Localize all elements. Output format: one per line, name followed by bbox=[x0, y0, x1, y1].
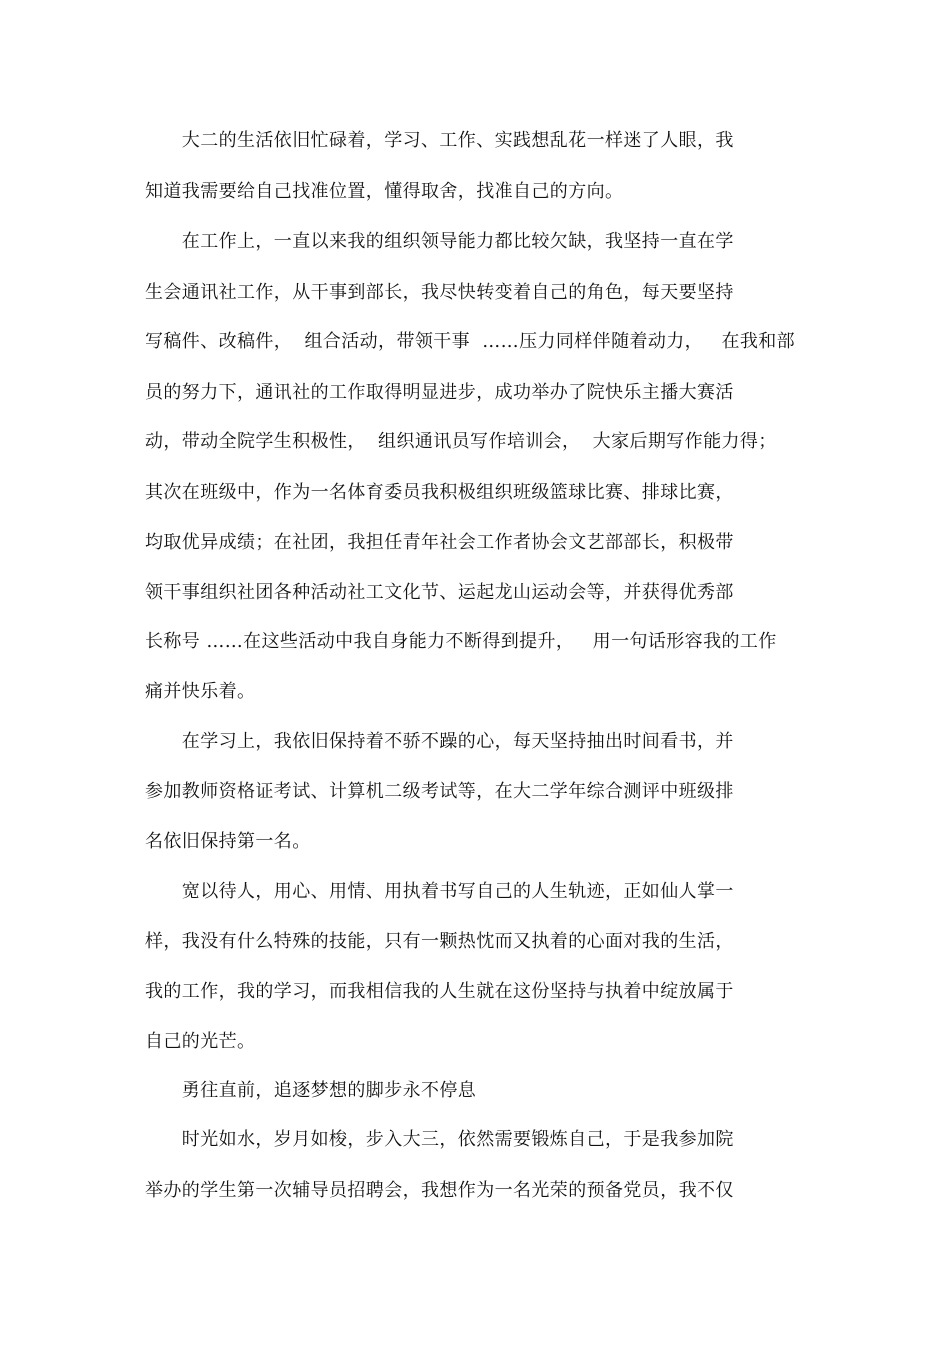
text-line: 生会通讯社工作，从干事到部长，我尽快转变着自己的角色，每天要坚持 bbox=[145, 282, 734, 303]
text-line: 均取优异成绩；在社团，我担任青年社会工作者协会文艺部部长，积极带 bbox=[145, 532, 734, 553]
text-line: 在工作上，一直以来我的组织领导能力都比较欠缺，我坚持一直在学 bbox=[145, 231, 734, 252]
text-line: 员的努力下，通讯社的工作取得明显进步，成功举办了院快乐主播大赛活 bbox=[145, 382, 734, 403]
text-line: 名依旧保持第一名。 bbox=[145, 831, 311, 852]
text-line: 我的工作，我的学习，而我相信我的人生就在这份坚持与执着中绽放属于 bbox=[145, 981, 734, 1002]
text-line: 时光如水，岁月如梭，步入大三，依然需要锻炼自己，于是我参加院 bbox=[145, 1129, 734, 1150]
text-line: 领干事组织社团各种活动社工文化节、运起龙山运动会等，并获得优秀部 bbox=[145, 582, 734, 603]
text-line: 举办的学生第一次辅导员招聘会，我想作为一名光荣的预备党员，我不仅 bbox=[145, 1180, 734, 1201]
text-line: 长称号 ……在这些活动中我自身能力不断得到提升， 用一句话形容我的工作 bbox=[145, 631, 777, 652]
text-line: 样，我没有什么特殊的技能，只有一颗热忱而又执着的心面对我的生活， bbox=[145, 931, 734, 952]
section-heading: 勇往直前，追逐梦想的脚步永不停息 bbox=[145, 1080, 477, 1101]
text-line: 宽以待人，用心、用情、用执着书写自己的人生轨迹，正如仙人掌一 bbox=[145, 881, 734, 902]
text-line: 写稿件、改稿件， 组合活动，带领干事 ……压力同样伴随着动力， 在我和部 bbox=[145, 331, 796, 352]
text-line: 大二的生活依旧忙碌着，学习、工作、实践想乱花一样迷了人眼，我 bbox=[145, 130, 734, 151]
text-line: 痛并快乐着。 bbox=[145, 681, 256, 702]
text-line: 动，带动全院学生积极性， 组织通讯员写作培训会， 大家后期写作能力得； bbox=[145, 431, 777, 452]
text-line: 在学习上，我依旧保持着不骄不躁的心，每天坚持抽出时间看书，并 bbox=[145, 731, 734, 752]
text-line: 参加教师资格证考试、计算机二级考试等，在大二学年综合测评中班级排 bbox=[145, 781, 734, 802]
text-line: 其次在班级中，作为一名体育委员我积极组织班级篮球比赛、排球比赛， bbox=[145, 482, 734, 503]
text-line: 自己的光芒。 bbox=[145, 1031, 256, 1052]
text-line: 知道我需要给自己找准位置，懂得取舍，找准自己的方向。 bbox=[145, 181, 624, 202]
